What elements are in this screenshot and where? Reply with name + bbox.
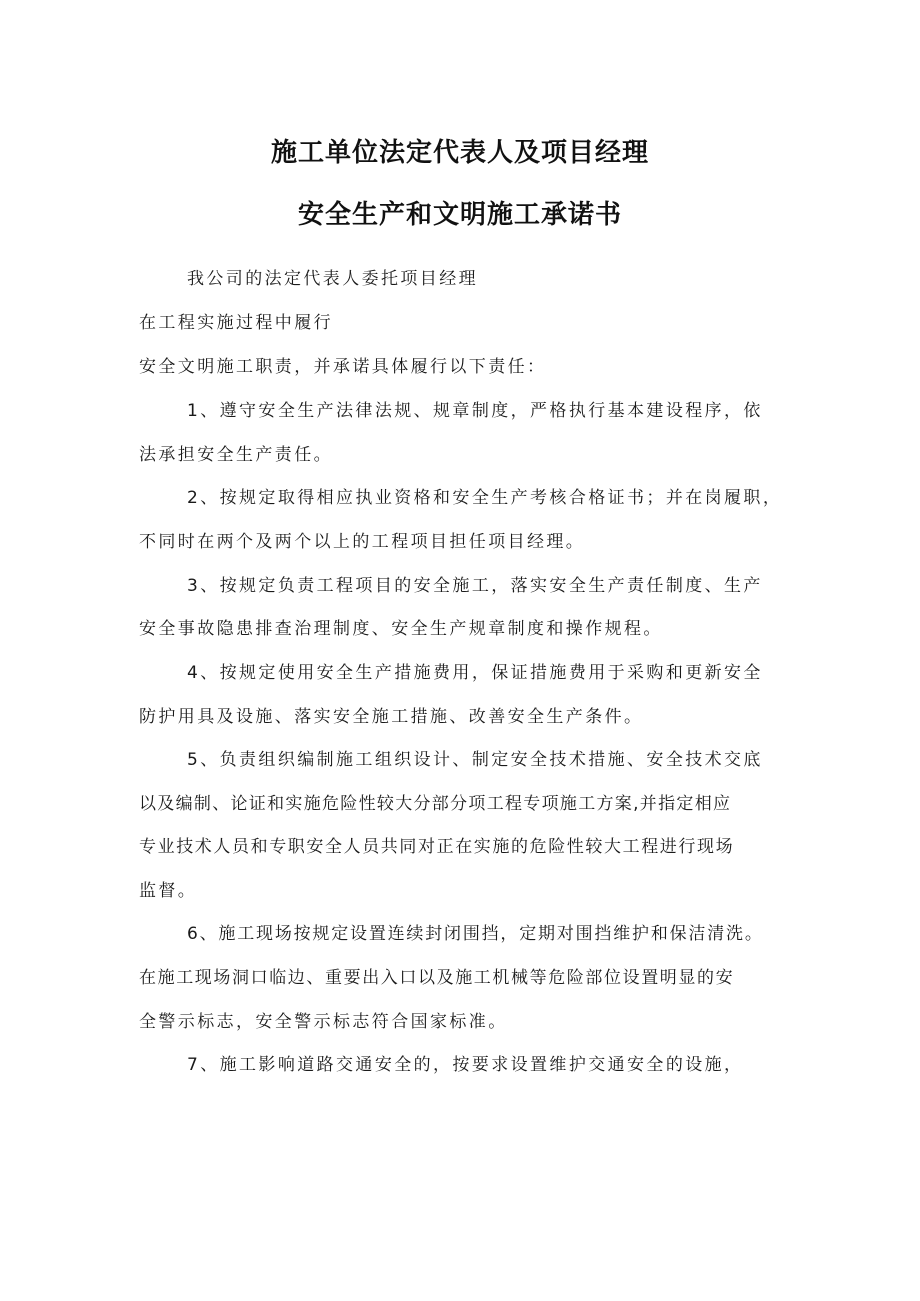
- body-line: 在工程实施过程中履行: [139, 313, 333, 333]
- clause-4-line: 4、按规定使用安全生产措施费用，保证措施费用于采购和更新安全: [187, 663, 763, 683]
- clause-1-line: 法承担安全生产责任。: [139, 445, 333, 465]
- clause-4-line: 防护用具及设施、落实安全施工措施、改善安全生产条件。: [139, 707, 644, 727]
- clause-5-line: 专业技术人员和专职安全人员共同对正在实施的危险性较大工程进行现场: [139, 837, 735, 857]
- clause-6-line: 全警示标志，安全警示标志符合国家标准。: [139, 1012, 508, 1032]
- clause-7-line: 7、施工影响道路交通安全的，按要求设置维护交通安全的设施，: [187, 1055, 744, 1075]
- clause-1-line: 1、遵守安全生产法律法规、规章制度，严格执行基本建设程序，依: [187, 401, 763, 421]
- clause-6-line: 在施工现场洞口临边、重要出入口以及施工机械等危险部位设置明显的安: [139, 968, 735, 988]
- document-title-line-2: 安全生产和文明施工承诺书: [297, 200, 622, 230]
- clause-2-line: 不同时在两个及两个以上的工程项目担任项目经理。: [139, 532, 586, 552]
- document-title-line-1: 施工单位法定代表人及项目经理: [270, 138, 649, 168]
- body-line: 安全文明施工职责，并承诺具体履行以下责任：: [139, 357, 547, 377]
- clause-2-line: 2、按规定取得相应执业资格和安全生产考核合格证书；并在岗履职，: [187, 488, 783, 508]
- clause-5-line: 5、负责组织编制施工组织设计、制定安全技术措施、安全技术交底: [187, 750, 763, 770]
- clause-3-line: 安全事故隐患排查治理制度、安全生产规章制度和操作规程。: [139, 619, 663, 639]
- clause-5-line: 以及编制、论证和实施危险性较大分部分项工程专项施工方案,并指定相应: [139, 794, 732, 814]
- clause-6-line: 6、施工现场按规定设置连续封闭围挡，定期对围挡维护和保洁清洗。: [187, 924, 764, 944]
- clause-3-line: 3、按规定负责工程项目的安全施工，落实安全生产责任制度、生产: [187, 576, 763, 596]
- body-line: 我公司的法定代表人委托项目经理: [187, 269, 478, 289]
- clause-5-line: 监督。: [139, 881, 198, 901]
